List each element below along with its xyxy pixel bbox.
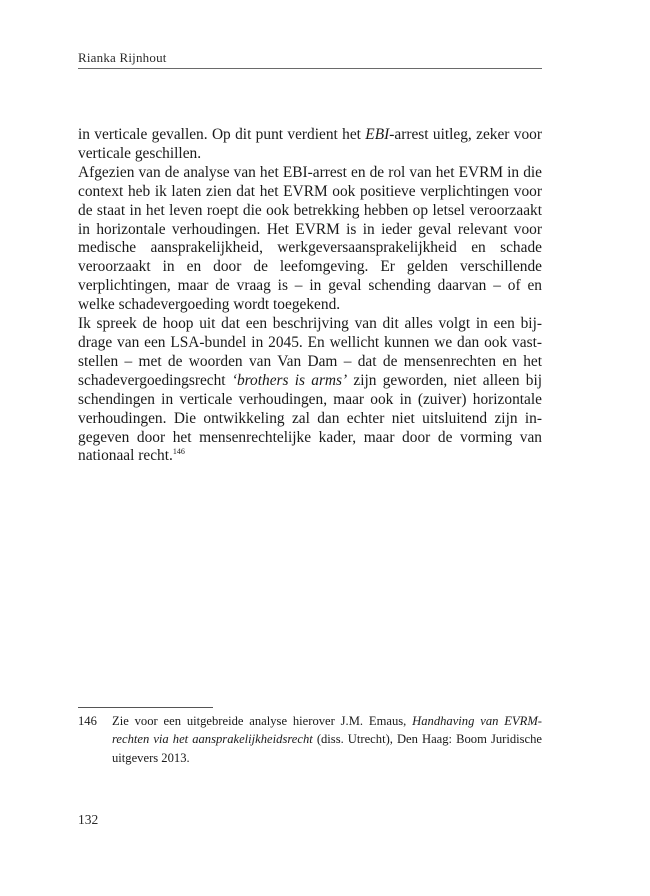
paragraph-1-text-b: -arrest uitleg, zeker voor verticale geschillen. (78, 126, 542, 162)
main-text (78, 126, 542, 466)
running-header-author: Rianka Rijnhout (78, 50, 167, 65)
footnote-reference[interactable]: 146 (172, 447, 185, 457)
footnote-rule (78, 707, 213, 708)
footnote (78, 712, 542, 767)
footnote-text-a: Zie voor een uitgebreide analyse hierover J.M. Emaus, (112, 714, 413, 728)
paragraph-3-italic: ‘brothers is arms’ (231, 371, 348, 389)
footnote-number: 146 (78, 714, 97, 728)
footnote-text-b: (diss. Utrecht), Den Haag: Boom Juridische uitgevers 2013. (112, 732, 543, 765)
page-number: 132 (78, 812, 99, 827)
header-rule (78, 68, 542, 69)
paragraph-1 (78, 126, 542, 164)
footnote-italic-title: Handhaving van EVRM-rechten via het aansprakelijkheidsrecht (112, 714, 542, 747)
paragraph-2: Afgezien van de analyse van het EBI-arrest en de rol van het EVRM in die context heb ik laten zien dat het EVRM ook positieve verplichtingen voor de staat in het leven roept die ook betrekking hebben op letsel veroorzaakt in horizontale verhoudingen. Het EVRM is in ieder geval relevant voor medische aansprakelijkheid, werkgeversaansprakelijkheid en schade veroorzaakt in en door de leefomgeving. Er gelden verschillende verplichtingen, maar de vraag is – in geval schending daarvan – of en welke schadevergoeding wordt toegekend. (78, 163, 542, 314)
footnote-text (112, 712, 542, 767)
paragraph-3 (78, 315, 542, 466)
paragraph-3-text-b: zijn geworden, niet alleen bij schendingen in verticale verhoudingen, maar ook in (zuiver) horizontale verhoudingen. Die ontwikkeling zal dan echter niet uitsluitend zijn ingegeven door het mensenrechtelijke kader, maar door de vorming van nationaal recht. (78, 371, 542, 465)
paragraph-1-text-a: in verticale gevallen. Op dit punt verdient het (78, 126, 366, 143)
paragraph-1-italic: EBI (365, 126, 390, 143)
paragraph-3-text-a: Ik spreek de hoop uit dat een beschrijving van dit alles volgt in een bijdrage van een LSA-bundel in 2045. En wellicht kunnen we dan ook vaststellen – met de woorden van Van Dam – dat de mensenrechten en het schadevergoedingsrecht (78, 315, 542, 389)
